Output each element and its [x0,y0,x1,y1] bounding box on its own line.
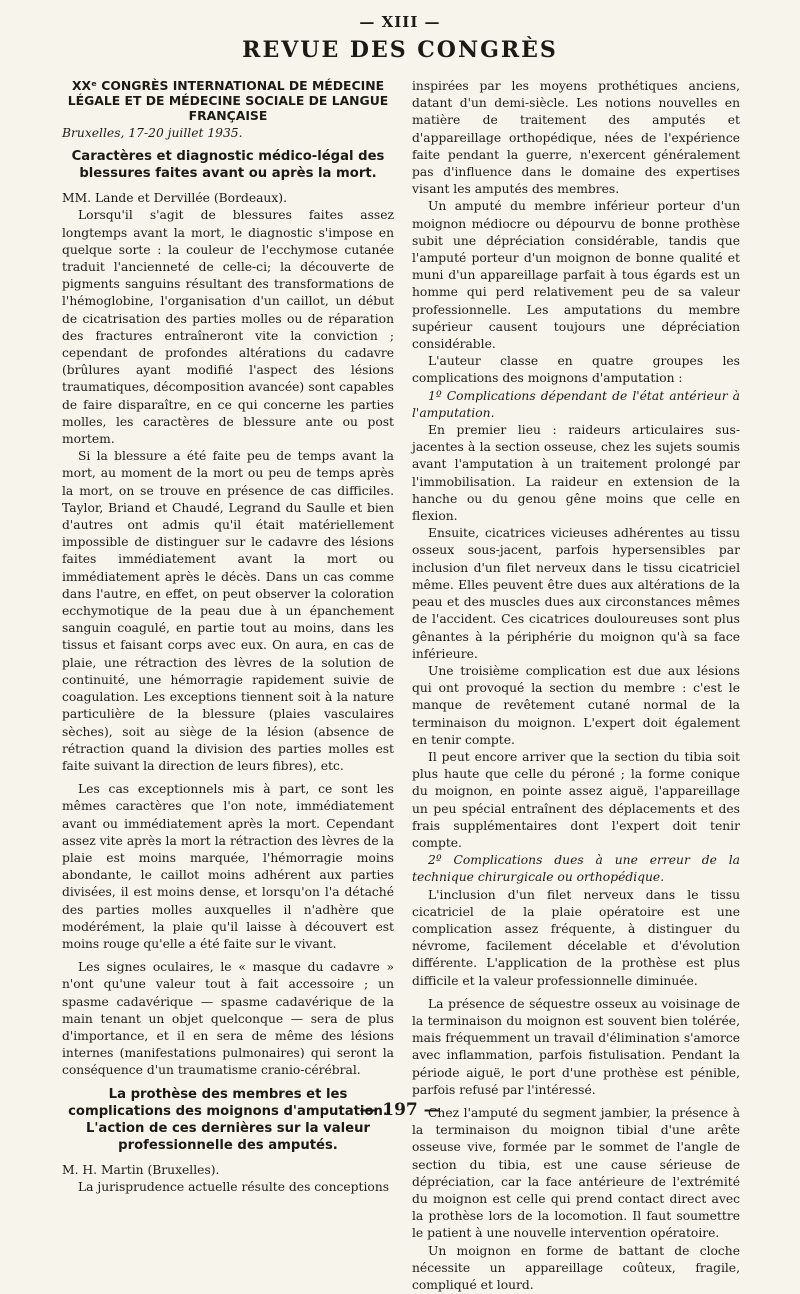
article-2-paragraph: Chez l'amputé du segment jambier, la présence à la terminaison du moignon tibial d'une arête osseuse vive, formée par le sommet de l'angle de section du tibia, est une cause sérieuse de dépréciation, car la face antérieure de l'extrémité du moignon est celle qui prend contact direct avec la prothèse lors de la locomotion. Il faut soumettre le patient à une nouvelle intervention opératoire. [412,1105,740,1241]
article-2-paragraph: L'auteur classe en quatre groupes les complications des moignons d'amputation : [412,354,740,386]
article-1-title: Caractères et diagnostic médico-légal des blessures faites avant ou après la mort. [71,149,385,182]
article-2-paragraph: Il peut encore arriver que la section du tibia soit plus haute que celle du péroné ; la forme conique du moignon, en pointe assez aiguë, l'appareillage un peu spécial entraînent des déplacements et des frais supplémentaires dont l'expert doit tenir compte. [412,749,740,850]
complications-subheading-1: 1º Complications dépendant de l'état antérieur à l'amputation. [412,388,740,420]
article-1-paragraph: Les signes oculaires, le « masque du cadavre » n'ont qu'une valeur tout à fait accessoire ; un spasme cadavérique — spasme cadavérique de la main tenant un objet quelconque — sera de plus d'importance, et il en sera de même des lésions internes (manifestations pulmonaires) qui seront la conséquence d'un traumatisme cranio-cérébral. [62,960,394,1078]
roman-folio: — XIII — [359,13,441,31]
article-2-opening: La jurisprudence actuelle résulte des conceptions [78,1179,390,1194]
article-2-paragraph: L'inclusion d'un filet nerveux dans le tissu cicatriciel de la plaie opératoire est une complication assez fréquente, à distinguer du névrome, facilement décelable et d'évolution différente. L'application de la prothèse est plus difficile et la valeur professionnelle diminuée. [412,887,740,988]
article-2-paragraph: La présence de séquestre osseux au voisinage de la terminaison du moignon est souvent bien tolérée, mais fréquemment un travail d'élimination s'amorce avec inflammation, parfois fistulisation. Pendant la période aiguë, le port d'une prothèse est pénible, parfois refusé par l'intéressé. [412,996,740,1097]
article-2-paragraph: Un moignon en forme de battant de cloche nécessite un appareillage coûteux, fragile, compliqué et lourd. [412,1243,740,1293]
article-1-paragraph: Les cas exceptionnels mis à part, ce sont les mêmes caractères que l'on note, immédiatement avant ou immédiatement après la mort. Cependant assez vite après la mort la rétraction des lèvres de la plaie est moins marquée, l'hémorragie moins abondante, le caillot moins adhérent aux parties divisées, il est moins dense, et lorsqu'on l'a détaché des parties molles auxquelles il n'adhère que modérément, la plaie qu'il laisse à découvert est moins rouge qu'elle a été faite sur le vivant. [62,782,394,951]
complications-subheading-2: 2º Complications dues à une erreur de la technique chirurgicale ou orthopédique. [412,853,740,885]
page-number: — 197 — [359,1100,441,1120]
article-2-paragraph: Ensuite, cicatrices vicieuses adhérentes au tissu osseux sous-jacent, parfois hypersensibles par inclusion d'un filet nerveux dans le tissu cicatriciel même. Elles peuvent être dues aux altérations de la peau et des muscles dues aux circonstances mêmes de l'accident. Ces cicatrices douloureuses sont plus gênantes à la périphérie du moignon qu'à sa face inférieure. [412,526,740,661]
article-1-paragraph: Si la blessure a été faite peu de temps avant la mort, au moment de la mort ou peu de temps après la mort, on se trouve en présence de cas difficiles. Taylor, Briand et Chaudé, Legrand du Saulle et bien d'autres ont admis qu'il était matériellement impossible de distinguer sur le cadavre des lésions faites immédiatement avant la mort ou immédiatement après le décès. Dans un cas comme dans l'autre, en effet, on peut observer la coloration ecchymotique de la peau due à un épanchement sanguin coagulé, en partie tout au moins, dans les tissus et faisant corps avec eux. On aura, en cas de plaie, une rétraction des lèvres de la solution de continuité, une hémorragie rapidement suivie de coagulation. Les exceptions tiennent soit à la nature particulière de la blessure (plaies vasculaires sèches), soit au siège de la lésion (absence de rétraction quand la division des parties molles est faite suivant la direction de leurs fibres), etc. [62,449,394,773]
article-1-authors: MM. Lande et Dervillée (Bordeaux). [62,191,287,206]
congress-place-date: Bruxelles, 17-20 juillet 1935. [62,126,243,140]
article-2-authors: M. H. Martin (Bruxelles). [62,1162,220,1177]
article-2-title: La prothèse des membres et les complications des moignons d'amputation. L'action de ces dernières sur la valeur professionnelle des amputés. [68,1086,388,1153]
article-2-paragraph: Une troisième complication est due aux lésions qui ont provoqué la section du membre : c'est le manque de revêtement cutané normal de la terminaison du moignon. L'expert doit également en tenir compte. [412,663,740,747]
article-1-paragraph: Lorsqu'il s'agit de blessures faites assez longtemps avant la mort, le diagnostic s'impose en quelque sorte : la couleur de l'ecchymose cutanée traduit l'ancienneté de celle-ci; la découverte de pigments sanguins résultant des transformations de l'hémoglobine, l'organisation d'un caillot, un début de cicatrisation des parties molles ou de réparation des fractures entraîneront vite la conviction ; cependant de profondes altérations du cadavre (brûlures ayant modifié l'aspect des lésions traumatiques, décomposition avancée) sont capables de faire disparaître, en ce qui concerne les parties molles, les caractères de blessure ante ou post mortem. [62,208,394,447]
article-2-paragraph: inspirées par les moyens prothétiques anciens, datant d'un demi-siècle. Les notions nouvelles en matière de traitement des amputés et d'appareillage orthopédique, nées de l'expérience faite pendant la guerre, n'exercent généralement pas d'influence dans le domaine des expertises visant les amputés des membres. [412,79,740,197]
article-2-paragraph: En premier lieu : raideurs articulaires sus-jacentes à la section osseuse, chez les sujets soumis avant l'amputation à un traitement prolongé par l'immobilisation. La raideur en extension de la hanche ou du genou gêne moins que celle en flexion. [412,423,740,524]
article-2-paragraph: Un amputé du membre inférieur porteur d'un moignon médiocre ou dépourvu de bonne prothèse subit une dépréciation considérable, tandis que l'amputé porteur d'un moignon de bonne qualité et muni d'un appareillage parfait à tous égards est un homme qui perd relativement peu de sa valeur professionnelle. Les amputations du membre supérieur causent toujours une dépréciation considérable. [412,199,740,352]
left-column [62,78,394,1196]
section-title: REVUE DES CONGRÈS [242,37,558,63]
congress-title: XXᵉ CONGRÈS INTERNATIONAL DE MÉDECINE LÉGALE ET DE MÉDECINE SOCIALE DE LANGUE FRANÇAISE [67,78,389,123]
